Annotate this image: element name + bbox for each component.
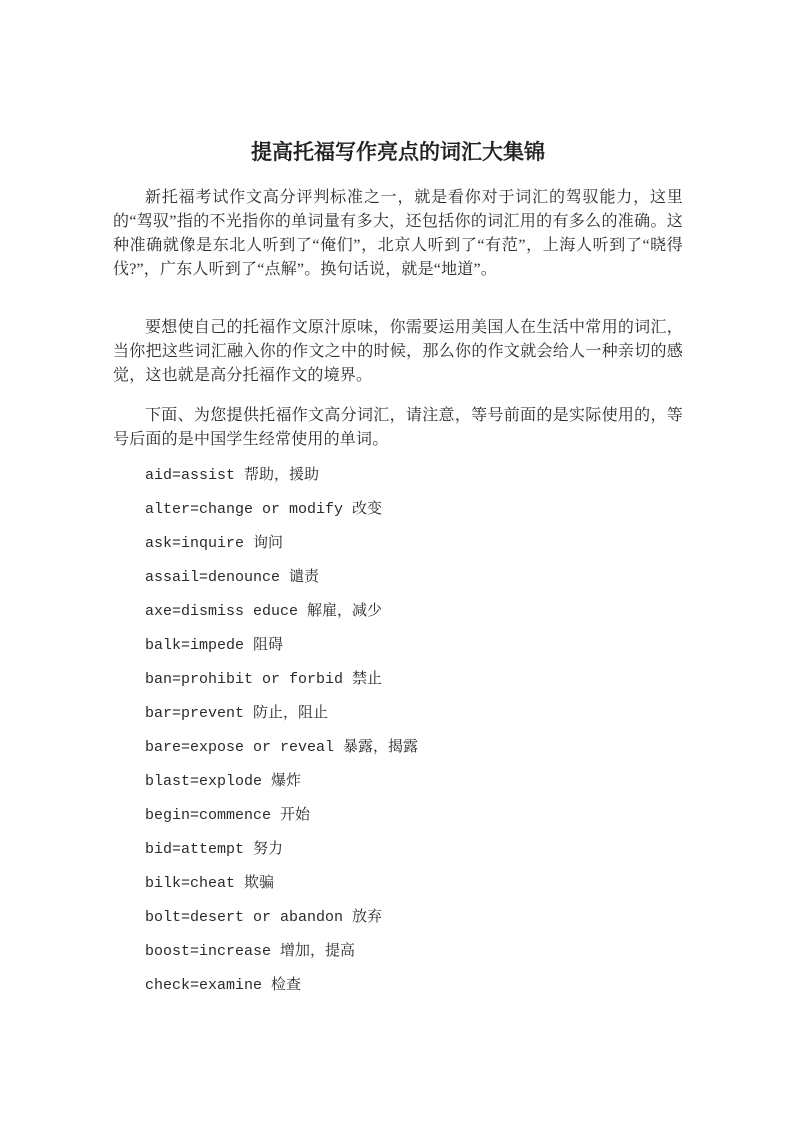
vocab-item-boost: boost=increase 增加，提高 (145, 943, 356, 960)
vocab-item-begin: begin=commence 开始 (145, 807, 311, 824)
vocab-item-bilk: bilk=cheat 欺骗 (145, 875, 275, 892)
vocab-item-bid: bid=attempt 努力 (145, 841, 284, 858)
vocab-item-assail: assail=denounce 谴责 (145, 569, 320, 586)
vocab-item-axe: axe=dismiss educe 解雇，减少 (145, 603, 383, 620)
paragraph-list-note: 下面、为您提供托福作文高分词汇，请注意，等号前面的是实际使用的，等号后面的是中国学生经常使用的单词。 (113, 407, 683, 448)
paragraph-vocab-mastery: 新托福考试作文高分评判标准之一，就是看你对于词汇的驾驭能力，这里的“驾驭”指的不光指你的单词量有多大，还包括你的词汇用的有多么的准确。这种准确就像是东北人听到了“俺们”，北京人听到了“有范”，上海人听到了“晓得伐?”，广东人听到了“点解”。换句话说，就是“地道”。 (113, 189, 683, 278)
paragraph-authentic-flavor: 要想使自己的托福作文原汁原味，你需要运用美国人在生活中常用的词汇，当你把这些词汇融入你的作文之中的时候，那么你的作文就会给人一种亲切的感觉，这也就是高分托福作文的境界。 (113, 319, 683, 384)
vocab-item-aid: aid=assist 帮助，援助 (145, 467, 320, 484)
document-content (113, 140, 683, 1011)
vocab-item-ask: ask=inquire 询问 (145, 535, 284, 552)
vocab-item-blast: blast=explode 爆炸 (145, 773, 302, 790)
vocab-list (145, 467, 683, 994)
vocab-item-ban: ban=prohibit or forbid 禁止 (145, 671, 383, 688)
vocab-item-bolt: bolt=desert or abandon 放弃 (145, 909, 383, 926)
vocab-item-alter: alter=change or modify 改变 (145, 501, 383, 518)
vocab-item-check: check=examine 检查 (145, 977, 302, 994)
page-title: 提高托福写作亮点的词汇大集锦 (251, 140, 545, 164)
vocab-item-bare: bare=expose or reveal 暴露，揭露 (145, 739, 419, 756)
vocab-item-bar: bar=prevent 防止，阻止 (145, 705, 329, 722)
vocab-item-balk: balk=impede 阻碍 (145, 637, 284, 654)
